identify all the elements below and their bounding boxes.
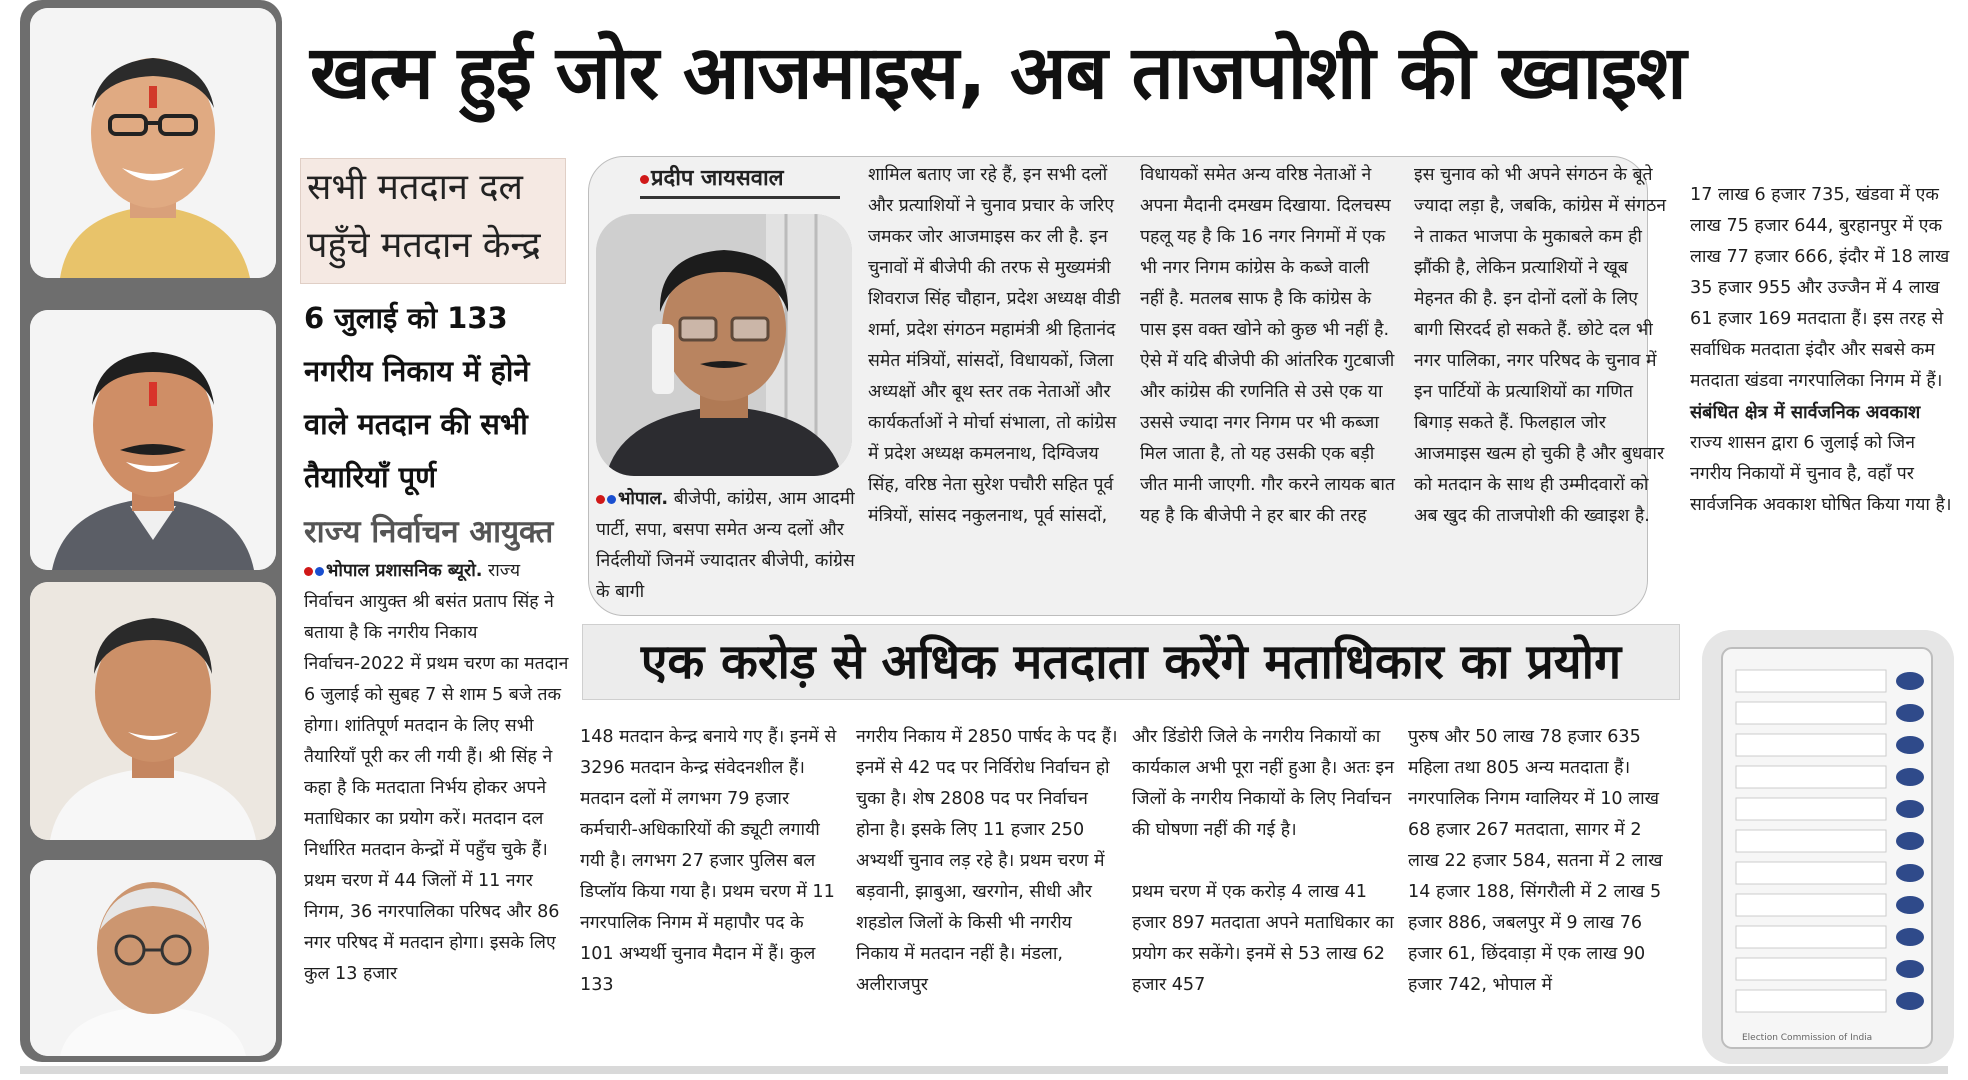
lower-column-3-para-1: और डिंडोरी जिले के नगरीय निकायों का कार्यकाल अभी पूरा नहीं हुआ है। अतः इन जिलों के नगरीय निकायों के लिए निर्वाचन की घोषणा नहीं की गई है। bbox=[1132, 727, 1394, 840]
left-story-column bbox=[304, 556, 572, 990]
panel-column-4: इस चुनाव को भी अपने संगठन के बूते ज्यादा लड़ा है, जबकि, कांग्रेस में संगठन ने ताकत भाजपा के मुकाबले कम ही झौंकी है, लेकिन प्रत्याशियों ने खूब मेहनत की है. इन दोनों दलों के लिए बागी सिरदर्द हो सकते हैं. छोटे दल भी नगर पालिका, नगर परिषद के चुनाव में इन पार्टियों के प्रत्याशियों का गणित बिगाड़ सकते हैं. फिलहाल जोर आजमाइस खत्म हो चुकी है और बुधवार को मतदान के साथ ही उम्मीदवारों को अब खुद की ताजपोशी की ख्वाइश है. bbox=[1414, 165, 1667, 526]
portrait-photo-1 bbox=[30, 8, 276, 278]
panel-column-1-body: बीजेपी, कांग्रेस, आम आदमी पार्टी, सपा, बसपा समेत अन्य दलों और निर्दलीयों जिनमें ज्यादातर बीजेपी, कांग्रेस के बागी bbox=[596, 489, 855, 602]
left-story-headline: 6 जुलाई को 133 नगरीय निकाय में होने वाले मतदान की सभी तैयारियाँ पूर्ण bbox=[304, 301, 530, 494]
red-dot-icon bbox=[304, 567, 313, 576]
left-story-text-1: राज्य निर्वाचन आयुक्त श्री बसंत प्रताप सिंह ने बताया है कि नगरीय निकाय निर्वाचन-2022 में प्रथम चरण का मतदान 6 जुलाई को सुबह 7 से शाम 5 बजे तक होगा। शांतिपूर्ण मतदान के लिए सभी तैयारियाँ पूरी कर ली गयी हैं। श्री सिंह ने कहा है कि मतदाता निर्भय होकर अपने मताधिकार का प्रयोग करें। मतदान दल निर्धारित मतदान केन्द्रों में पहुँच चुके हैं। bbox=[304, 561, 569, 860]
evm-photo bbox=[1702, 630, 1954, 1064]
portrait-2-image bbox=[30, 310, 276, 570]
portrait-photo-3 bbox=[30, 582, 276, 840]
subhead-line-2: पहुँचे मतदान केन्द्र bbox=[307, 225, 541, 266]
byline-rule bbox=[640, 196, 840, 199]
left-story-para-2: प्रथम चरण में 44 जिलों में 11 नगर निगम, 36 नगरपालिका परिषद और 86 नगर परिषद में मतदान होगा। इसके लिए कुल 13 हजार bbox=[304, 871, 560, 984]
subhead-line-1: सभी मतदान दल bbox=[307, 167, 523, 208]
lower-column-3 bbox=[1132, 722, 1402, 1001]
red-dot-icon bbox=[596, 495, 605, 504]
right-column-para-1: 17 लाख 6 हजार 735, खंडवा में एक लाख 75 हजार 644, बुरहानपुर में एक लाख 77 हजार 666, इंदौर में 18 लाख 35 हजार 955 और उज्जैन में 4 लाख 61 हजार 169 मतदाता हैं। इस तरह से सर्वाधिक मतदाता इंदौर और सबसे कम मतदाता खंडवा नगरपालिका निगम में हैं। bbox=[1690, 185, 1950, 391]
left-story-attribution: राज्य निर्वाचन आयुक्त bbox=[304, 514, 554, 550]
evm-caption: Election Commission of India bbox=[1742, 1033, 1873, 1043]
byline-name: प्रदीप जायसवाल bbox=[651, 166, 784, 191]
right-column-subhead: संबंधित क्षेत्र में सार्वजनिक अवकाश bbox=[1690, 402, 1921, 423]
lower-column-3-para-2: प्रथम चरण में एक करोड़ 4 लाख 41 हजार 897 मतदाता अपने मताधिकार का प्रयोग कर सकेंगे। इनमें से 53 लाख 62 हजार 457 bbox=[1132, 882, 1394, 995]
panel-column-2: शामिल बताए जा रहे हैं, इन सभी दलों और प्रत्याशियों ने चुनाव प्रचार के जरिए जमकर जोर आजमाइस कर ली है. इन चुनावों में बीजेपी की तरफ से मुख्यमंत्री शिवराज सिंह चौहान, प्रदेश अध्यक्ष वीडी शर्मा, प्रदेश संगठन महामंत्री श्री हितानंद समेत मंत्रियों, सांसदों, विधायकों, जिला अध्यक्षों और बूथ स्तर तक नेताओं और कार्यकर्ताओं ने मोर्चा संभाला, तो कांग्रेस में प्रदेश अध्यक्ष कमलनाथ, दिग्विजय सिंह, वरिष्ठ नेता सुरेश पचौरी सहित पूर्व मंत्रियों, सांसद नकुलनाथ, पूर्व सांसदों, bbox=[868, 165, 1121, 526]
red-dot-icon bbox=[640, 175, 649, 184]
panel-column-1 bbox=[596, 484, 858, 608]
panel-column-3: विधायकों समेत अन्य वरिष्ठ नेताओं ने अपना मैदानी दमखम दिखाया. दिलचस्प पहलू यह है कि 16 नगर निगमों में एक भी नगर निगम कांग्रेस के कब्जे वाली नहीं है. मतलब साफ है कि कांग्रेस के पास इस वक्त खोने को कुछ भी नहीं है. ऐसे में यदि बीजेपी की आंतरिक गुटबाजी और कांग्रेस की रणनिति से उसे एक या उससे ज्यादा नगर निगम पर भी कब्जा मिल जाता है, तो यह उसकी एक बड़ी जीत मानी जाएगी. गौर करने लायक बात यह है कि बीजेपी ने हर बार की तरह bbox=[1140, 165, 1395, 526]
blue-dot-icon bbox=[607, 495, 616, 504]
bottom-rule bbox=[20, 1066, 1948, 1074]
left-story-para-1 bbox=[304, 556, 572, 866]
portrait-photo-2 bbox=[30, 310, 276, 570]
byline bbox=[640, 162, 840, 196]
panel-dateline: भोपाल. bbox=[618, 489, 669, 509]
mid-headline: एक करोड़ से अधिक मतदाता करेंगे मताधिकार का प्रयोग bbox=[582, 624, 1680, 700]
reporter-image bbox=[596, 214, 852, 476]
blue-dot-icon bbox=[315, 567, 324, 576]
evm-image bbox=[1702, 630, 1954, 1064]
main-headline: खत्म हुई जोर आजमाइस, अब ताजपोशी की ख्वाइश bbox=[310, 30, 1686, 116]
reporter-photo bbox=[596, 214, 852, 476]
subhead-box bbox=[300, 158, 566, 284]
portrait-photo-4 bbox=[30, 860, 276, 1056]
portrait-4-image bbox=[30, 860, 276, 1056]
right-column-para-2: राज्य शासन द्वारा 6 जुलाई को जिन नगरीय निकायों में चुनाव है, वहाँ पर सार्वजनिक अवकाश घोषित किया गया है। bbox=[1690, 433, 1952, 515]
lower-column-1: 148 मतदान केन्द्र बनाये गए हैं। इनमें से 3296 मतदान केन्द्र संवेदनशील हैं। मतदान दलों में लगभग 79 हजार कर्मचारी-अधिकारियों की ड्यूटी लगायी गयी है। लगभग 27 हजार पुलिस बल डिप्लॉय किया गया है। प्रथम चरण में 11 नगरपालिक निगम में महापौर पद के 101 अभ्यर्थी चुनाव मैदान में हैं। कुल 133 bbox=[580, 727, 837, 995]
lower-column-4: पुरुष और 50 लाख 78 हजार 635 महिला तथा 805 अन्य मतदाता हैं। नगरपालिक निगम ग्वालियर में 10 लाख 68 हजार 267 मतदाता, सागर में 2 लाख 22 हजार 584, सतना में 2 लाख 14 हजार 188, सिंगरौली में 2 लाख 5 हजार 886, जबलपुर में 9 लाख 76 हजार 61, छिंदवाड़ा में एक लाख 90 हजार 742, भोपाल में bbox=[1408, 727, 1663, 995]
lower-column-2: नगरीय निकाय में 2850 पार्षद के पद हैं। इनमें से 42 पद पर निर्विरोध निर्वाचन हो चुका है। शेष 2808 पद पर निर्वाचन होना है। इसके लिए 11 हजार 250 अभ्यर्थी चुनाव लड़ रहे है। प्रथम चरण में बड़वानी, झाबुआ, खरगोन, सीधी और शहडोल जिलों के किसी भी नगरीय निकाय में मतदान नहीं है। मंडला, अलीराजपुर bbox=[856, 727, 1118, 995]
left-story-dateline: भोपाल प्रशासनिक ब्यूरो. bbox=[326, 561, 483, 581]
panel-column-1-text bbox=[596, 484, 858, 608]
portrait-1-image bbox=[30, 8, 276, 278]
right-column bbox=[1690, 180, 1952, 521]
portrait-3-image bbox=[30, 582, 276, 840]
